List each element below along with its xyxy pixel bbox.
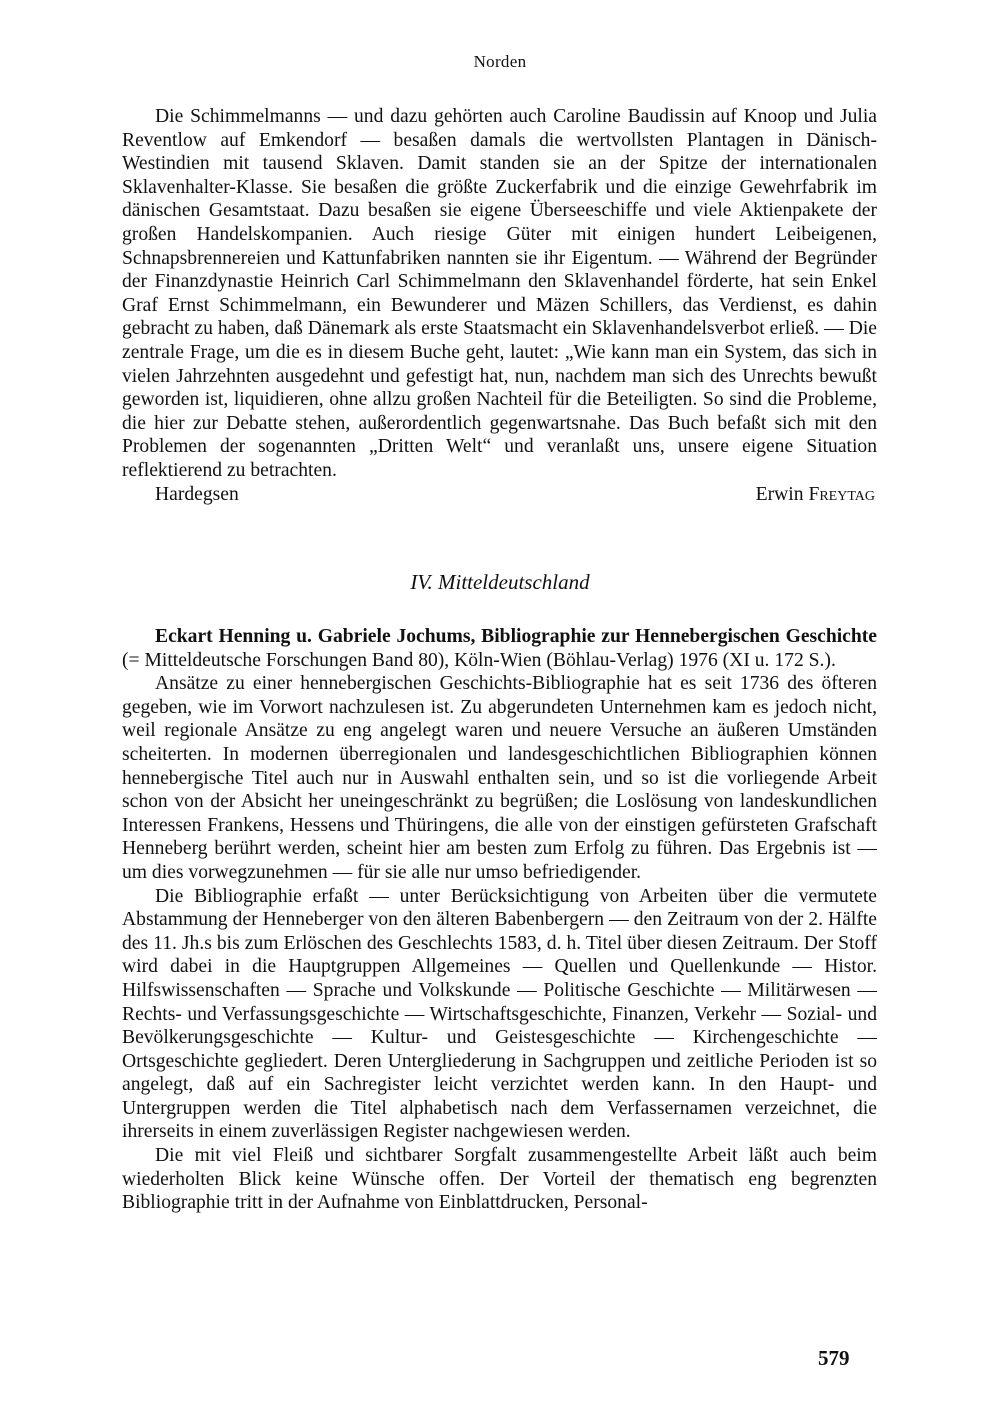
page-number: 579 (818, 1346, 850, 1370)
reviewer-name (756, 483, 875, 507)
citation-details: (= Mitteldeutsche Forschungen Band 80), Köln-Wien (Böhlau-Verlag) 1976 (XI u. 172 S.). (122, 649, 836, 671)
review-paragraph: Die Schimmelmanns — und dazu gehörten auch Caroline Baudissin auf Knoop und Julia Reventlow auf Emkendorf — besaßen damals die wertvollsten Plantagen in Dänisch-Westindien mit tausend Sklaven. Damit standen sie an der Spitze der internationalen Sklavenhalter-Klasse. Sie besaßen die größte Zuckerfabrik und die einzige Gewehrfabrik im dänischen Gesamtstaat. Dazu besaßen sie eigene Überseeschiffe und viele Aktienpakete der großen Handelskompanien. Auch riesige Güter mit einigen hundert Leibeigenen, Schnapsbrennereien und Kattunfabriken nannten sie ihr Eigentum. — Während der Begründer der Finanzdynastie Heinrich Carl Schimmelmann den Sklavenhandel förderte, hat sein Enkel Graf Ernst Schimmelmann, ein Bewunderer und Mäzen Schillers, das Verdienst, es dahin gebracht zu haben, daß Dänemark als erste Staatsmacht ein Sklavenhandelsverbot erließ. — Die zentrale Frage, um die es in diesem Buche geht, lautet: „Wie kann man ein System, das sich in vielen Jahrzehnten ausgedehnt und gefestigt hat, nun, nachdem man sich des Unrechts bewußt geworden ist, liquidieren, ohne allzu großen Nachteil für die Beteiligten. So sind die Probleme, die hier zur Debatte stehen, außerordentlich gegenwartsnahe. Das Buch befaßt sich mit den Problemen der sogenannten „Dritten Welt“ und veranlaßt uns, unsere eigene Situation reflektierend zu betrachten. (122, 106, 877, 481)
review-place: Hardegsen (155, 483, 239, 505)
bibliographic-entry (122, 625, 877, 672)
running-head: Norden (473, 52, 527, 71)
review-paragraph: Die mit viel Fleiß und sichtbarer Sorgfalt zusammengestellte Arbeit läßt auch beim wiederholten Blick keine Wünsche offen. Der Vorteil der thematisch eng begrenzten Bibliographie tritt in der Aufnahme von Einblattdrucken, Personal- (122, 1145, 877, 1214)
reviewer-last-name: Freytag (808, 483, 875, 505)
review-paragraph: Ansätze zu einer hennebergischen Geschichts-Bibliographie hat es seit 1736 des öfteren gegeben, wie im Vorwort nachzulesen ist. Zu abgerundeten Unternehmen kam es jedoch nicht, weil regionale Ansätze zu eng angelegt waren und neuere Versuche an äußeren Umständen scheiterten. In modernen überregionalen und landesgeschichtlichen Bibliographien können hennebergische Titel auch nur in Auswahl enthalten sein, und so ist die vorliegende Arbeit schon von der Absicht her uneingeschränkt zu begrüßen; die Loslösung von landeskundlichen Interessen Frankens, Hessens und Thüringens, die alle von der einstigen gefürsteten Grafschaft Henneberg berührt werden, scheint hier am besten zum Erfolg zu führen. Das Ergebnis ist — um dies vorwegzunehmen — für sie alle nur umso befriedigender. (122, 673, 877, 883)
review-paragraph: Die Bibliographie erfaßt — unter Berücksichtigung von Arbeiten über die vermutete Abstammung der Henneberger von den älteren Babenbergern — den Zeitraum von der 2. Hälfte des 11. Jh.s bis zum Erlöschen des Geschlechts 1583, d. h. Titel über diesen Zeitraum. Der Stoff wird dabei in die Hauptgruppen Allgemeines — Quellen und Quellenkunde — Histor. Hilfswissenschaften — Sprache und Volkskunde — Politische Geschichte — Militärwesen — Rechts- und Verfassungsgeschichte — Wirtschaftsgeschichte, Finanzen, Verkehr — Sozial- und Bevölkerungsgeschichte — Kultur- und Geistesgeschichte — Kirchengeschichte — Ortsgeschichte gegliedert. Deren Untergliederung in Sachgruppen und zeitliche Perioden ist so angelegt, daß auf ein Sachregister leicht verzichtet werden kann. In den Haupt- und Untergruppen werden die Titel alphabetisch nach dem Verfassernamen verzeichnet, die ihrerseits in einem zuverlässigen Register nachgewiesen werden. (122, 885, 877, 1143)
review-henneberg (122, 625, 877, 1215)
reviewer-first-name: Erwin (755, 483, 804, 505)
section-heading: IV. Mitteldeutschland (410, 570, 590, 594)
citation-title: Eckart Henning u. Gabriele Jochums, Bibliographie zur Hennebergischen Geschichte (155, 626, 877, 647)
review-signature (122, 483, 877, 507)
review-freytag (122, 105, 877, 506)
